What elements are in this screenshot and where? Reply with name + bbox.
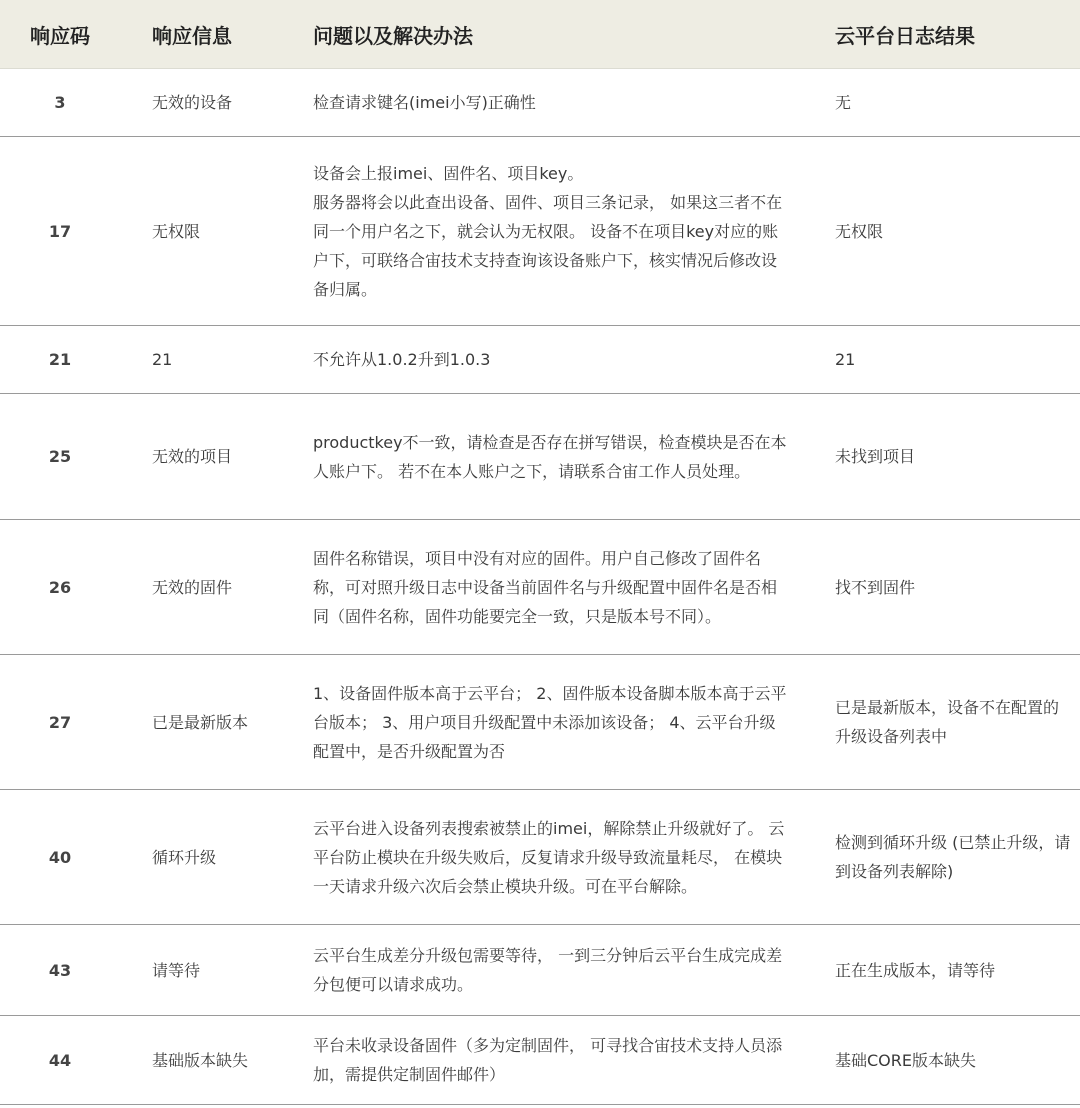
cell-code: 3	[0, 69, 120, 137]
cell-code: 40	[0, 790, 120, 925]
cell-code: 25	[0, 394, 120, 520]
cell-solution: 1、设备固件版本高于云平台； 2、固件版本设备脚本版本高于云平台版本； 3、用户项目升级配置中未添加该设备； 4、云平台升级配置中，是否升级配置为否	[290, 655, 797, 790]
cell-log: 检测到循环升级 (已禁止升级，请到设备列表解除)	[797, 790, 1080, 925]
table-row	[0, 655, 1080, 790]
table-header	[0, 0, 1080, 69]
cell-solution: 云平台进入设备列表搜索被禁止的imei，解除禁止升级就好了。 云平台防止模块在升级失败后，反复请求升级导致流量耗尽， 在模块一天请求升级六次后会禁止模块升级。可在平台解除。	[290, 790, 797, 925]
cell-message: 无效的固件	[120, 520, 290, 655]
cell-log: 无权限	[797, 137, 1080, 326]
cell-solution: 不允许从1.0.2升到1.0.3	[290, 326, 797, 394]
table-body	[0, 69, 1080, 1105]
cell-log: 已是最新版本，设备不在配置的升级设备列表中	[797, 655, 1080, 790]
cell-code: 26	[0, 520, 120, 655]
table-row	[0, 69, 1080, 137]
table-row	[0, 394, 1080, 520]
cell-log: 21	[797, 326, 1080, 394]
cell-code: 44	[0, 1016, 120, 1105]
cell-message: 无效的项目	[120, 394, 290, 520]
cell-solution: productkey不一致，请检查是否存在拼写错误，检查模块是否在本人账户下。 若不在本人账户之下，请联系合宙工作人员处理。	[290, 394, 797, 520]
header-solution: 问题以及解决办法	[290, 0, 797, 69]
cell-log: 正在生成版本，请等待	[797, 925, 1080, 1016]
cell-message: 21	[120, 326, 290, 394]
cell-code: 17	[0, 137, 120, 326]
cell-code: 27	[0, 655, 120, 790]
table-row	[0, 1016, 1080, 1105]
cell-message: 请等待	[120, 925, 290, 1016]
cell-message: 循环升级	[120, 790, 290, 925]
header-row	[0, 0, 1080, 69]
cell-log: 未找到项目	[797, 394, 1080, 520]
cell-message: 无权限	[120, 137, 290, 326]
table-row	[0, 790, 1080, 925]
header-message: 响应信息	[120, 0, 290, 69]
cell-solution: 固件名称错误，项目中没有对应的固件。用户自己修改了固件名称，可对照升级日志中设备当前固件名与升级配置中固件名是否相同（固件名称，固件功能要完全一致，只是版本号不同）。	[290, 520, 797, 655]
cell-message: 基础版本缺失	[120, 1016, 290, 1105]
cell-solution: 设备会上报imei、固件名、项目key。 服务器将会以此查出设备、固件、项目三条记录， 如果这三者不在同一个用户名之下，就会认为无权限。 设备不在项目key对应的账户下，可联络合宙技术支持查询该设备账户下，核实情况后修改设备归属。	[290, 137, 797, 326]
cell-code: 43	[0, 925, 120, 1016]
cell-solution: 平台未收录设备固件（多为定制固件， 可寻找合宙技术支持人员添加，需提供定制固件邮件）	[290, 1016, 797, 1105]
cell-code: 21	[0, 326, 120, 394]
cell-log: 基础CORE版本缺失	[797, 1016, 1080, 1105]
cell-message: 已是最新版本	[120, 655, 290, 790]
table-row	[0, 520, 1080, 655]
cell-solution: 检查请求键名(imei小写)正确性	[290, 69, 797, 137]
header-log: 云平台日志结果	[797, 0, 1080, 69]
table-row	[0, 137, 1080, 326]
cell-log: 无	[797, 69, 1080, 137]
header-code: 响应码	[0, 0, 120, 69]
cell-solution: 云平台生成差分升级包需要等待， 一到三分钟后云平台生成完成差分包便可以请求成功。	[290, 925, 797, 1016]
table-row	[0, 326, 1080, 394]
cell-message: 无效的设备	[120, 69, 290, 137]
table-row	[0, 925, 1080, 1016]
cell-log: 找不到固件	[797, 520, 1080, 655]
